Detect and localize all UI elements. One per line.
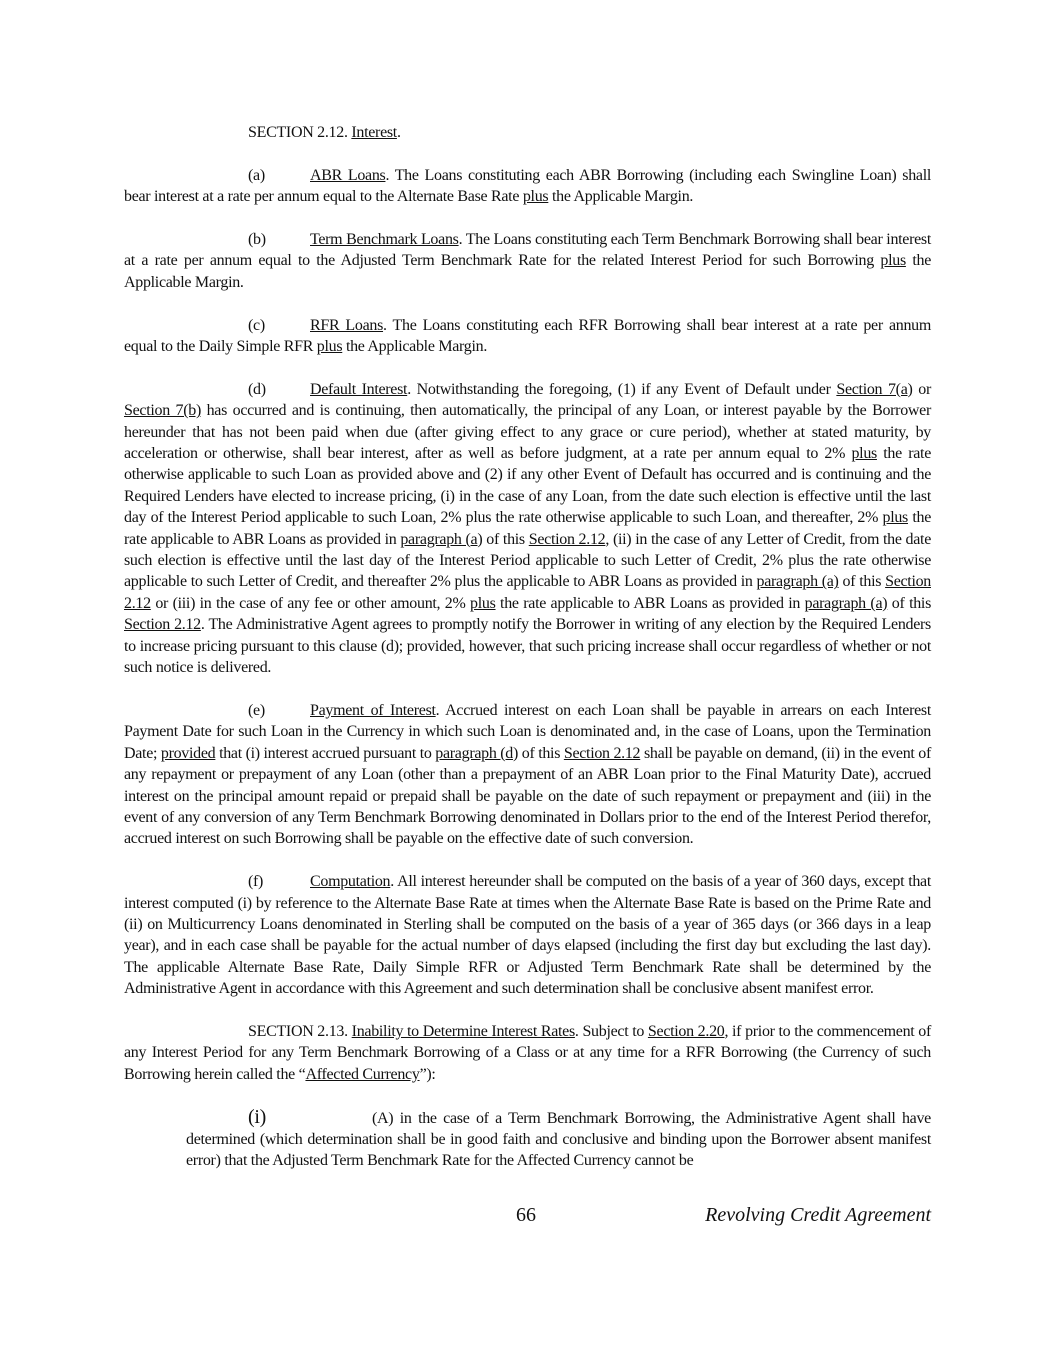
clause-label: (e)	[248, 701, 265, 719]
clause-paragraph	[186, 1107, 931, 1172]
clause-paragraph	[124, 229, 931, 293]
text-run: of this	[838, 573, 886, 591]
clause-paragraph	[124, 165, 931, 208]
underlined-term: Computation	[310, 873, 391, 891]
underlined-term: Section 7(a)	[836, 380, 913, 398]
underlined-term: paragraph (d)	[435, 744, 519, 762]
text-run: of this	[482, 530, 529, 548]
underlined-term: plus	[316, 338, 343, 356]
underlined-term: plus	[470, 594, 496, 612]
text-run: SECTION 2.13.	[248, 1022, 352, 1040]
underlined-term: Inability to Determine Interest Rates	[351, 1022, 575, 1040]
text-run: . The Loans constituting each ABR Borrowing (including each Swingline Loan) shall bear interest at a rate per annum equal to the Alternate Base Rate	[124, 166, 931, 206]
text-run: or	[912, 380, 931, 398]
text-run: . Accrued interest on each Loan shall be payable in arrears on each Interest Payment Date for such Loan in the Currency in which such Loan is denominated and, in the case of Loans, upon the Termination Date;	[124, 701, 931, 762]
underlined-term: plus	[882, 509, 908, 527]
text-run: the Applicable Margin.	[548, 188, 694, 206]
underlined-term: Default Interest	[310, 380, 408, 398]
underlined-term: provided	[160, 744, 216, 762]
underlined-term: Interest	[351, 124, 397, 141]
text-run: . Notwithstanding the foregoing, (1) if any Event of Default under	[407, 380, 837, 398]
clause-label: (i)	[248, 1105, 266, 1128]
document-title: Revolving Credit Agreement	[705, 1203, 931, 1226]
underlined-term: ABR Loans	[310, 166, 386, 184]
clause-label: (d)	[248, 380, 266, 398]
underlined-term: Payment of Interest	[310, 701, 436, 719]
text-run: the rate applicable to ABR Loans as provided in	[495, 594, 805, 612]
text-run: that (i) interest accrued pursuant to	[215, 744, 436, 762]
underlined-term: plus	[522, 188, 549, 206]
section-heading-paragraph	[124, 122, 931, 143]
text-run: of this	[887, 594, 931, 612]
clause-label: (a)	[248, 166, 265, 184]
clause-paragraph	[124, 700, 931, 850]
underlined-term: Section 7(b)	[124, 402, 201, 420]
clause-label: (c)	[248, 316, 265, 334]
page-number: 66	[516, 1203, 536, 1226]
text-run: , (ii) in the case of any Letter of Credit, from the date such election is effective until the last day of the Interest Period applicable to such Letter of Credit, 2% plus the rate otherwise applicable to such Letter of Credit, and thereafter 2% plus the applicable to ABR Loans as provided in	[124, 530, 932, 591]
clause-paragraph	[124, 315, 931, 358]
text-run: shall be payable on demand, (ii) in the event of any repayment or prepayment of any Loan (other than a prepayment of an ABR Loan prior to the Final Maturity Date), accrued interest on the principal amount repaid or prepaid shall be payable on the date of such repayment or prepayment and (iii) in the event of any conversion of any Term Benchmark Borrowing denominated in Dollars prior to the end of the Interest Period therefor, accrued interest on such Borrowing shall be payable on the effective date of such conversion.	[124, 744, 931, 848]
underlined-term: Section 2.12	[124, 616, 201, 634]
underlined-term: paragraph (a)	[804, 594, 888, 612]
text-run: , if prior to the commencement of any Interest Period for any Term Benchmark Borrowing of a Class or at any time for a RFR Borrowing (the Currency of such Borrowing herein called the “	[124, 1022, 932, 1083]
text-run: SECTION 2.12.	[248, 124, 352, 141]
clause-label: (b)	[248, 231, 266, 248]
underlined-term: Section 2.12	[563, 744, 641, 762]
text-run: the Applicable Margin.	[124, 252, 931, 291]
text-run: the rate otherwise applicable to such Loan as provided above and (2) if any other Event of Default has occurred and is continuing and the Required Lenders have elected to increase pricing, (i) in the case of any Loan, from the date such election is effective until the last day of the Interest Period applicable to such Loan, 2% plus the rate otherwise applicable to such Loan, and thereafter, 2%	[124, 445, 931, 527]
text-run: . Subject to	[574, 1022, 648, 1040]
underlined-term: Affected Currency	[305, 1065, 420, 1083]
text-run: .	[396, 124, 401, 141]
text-run: . The Administrative Agent agrees to promptly notify the Borrower in writing of any election by the Required Lenders to increase pricing pursuant to this clause (d); provided, however, that such pricing increase shall occur regardless of whether or not such notice is delivered.	[124, 616, 931, 677]
underlined-term: paragraph (a)	[756, 573, 839, 591]
underlined-term: Section 2.12	[528, 530, 606, 548]
text-run: ”):	[419, 1065, 436, 1083]
text-run: . All interest hereunder shall be computed on the basis of a year of 360 days, except that interest computed (i) by reference to the Alternate Base Rate at times when the Alternate Base Rate is based on the Prime Rate and (ii) on Multicurrency Loans denominated in Sterling shall be computed on the basis of a year of 365 days (or 366 days in a leap year), and in each case shall be payable for the actual number of days elapsed (including the first day but excluding the last day). The applicable Alternate Base Rate, Daily Simple RFR or Adjusted Term Benchmark Rate shall be determined by the Administrative Agent in accordance with this Agreement and such determination shall be conclusive absent manifest error.	[124, 873, 931, 998]
underlined-term: RFR Loans	[310, 316, 384, 334]
clause-paragraph	[124, 871, 931, 999]
text-run: the Applicable Margin.	[342, 338, 488, 356]
underlined-term: paragraph (a)	[400, 530, 483, 548]
text-run: of this	[518, 744, 564, 762]
section-heading-paragraph	[124, 1021, 931, 1085]
text-run: . The Loans constituting each Term Benchmark Borrowing shall bear interest at a rate per annum equal to the Adjusted Term Benchmark Rate for the related Interest Period for such Borrowing	[124, 231, 932, 270]
underlined-term: Section 2.12	[124, 573, 931, 612]
underlined-term: Section 2.20	[647, 1022, 725, 1040]
underlined-term: plus	[851, 445, 877, 463]
page-footer	[124, 1202, 931, 1228]
text-run: (A) in the case of a Term Benchmark Borrowing, the Administrative Agent shall have determined (which determination shall be in good faith and conclusive and binding upon the Borrower absent manifest error) that the Adjusted Term Benchmark Rate for the Affected Currency cannot be	[186, 1109, 931, 1170]
text-run: the rate applicable to ABR Loans as provided in	[124, 509, 932, 548]
clause-paragraph	[124, 379, 931, 679]
underlined-term: Term Benchmark Loans	[310, 231, 459, 248]
underlined-term: plus	[880, 252, 906, 270]
document-body	[124, 0, 931, 1172]
text-run: . The Loans constituting each RFR Borrowing shall bear interest at a rate per annum equal to the Daily Simple RFR	[124, 316, 931, 356]
text-run: has occurred and is continuing, then automatically, the principal of any Loan, or interest payable by the Borrower hereunder that has not been paid when due (after giving effect to any grace or cure period), whether at stated maturity, by acceleration or otherwise, shall bear interest, after as well as before judgment, at a rate per annum equal to 2%	[124, 402, 931, 463]
clause-label: (f)	[248, 873, 264, 891]
text-run: or (iii) in the case of any fee or other amount, 2%	[150, 594, 471, 612]
